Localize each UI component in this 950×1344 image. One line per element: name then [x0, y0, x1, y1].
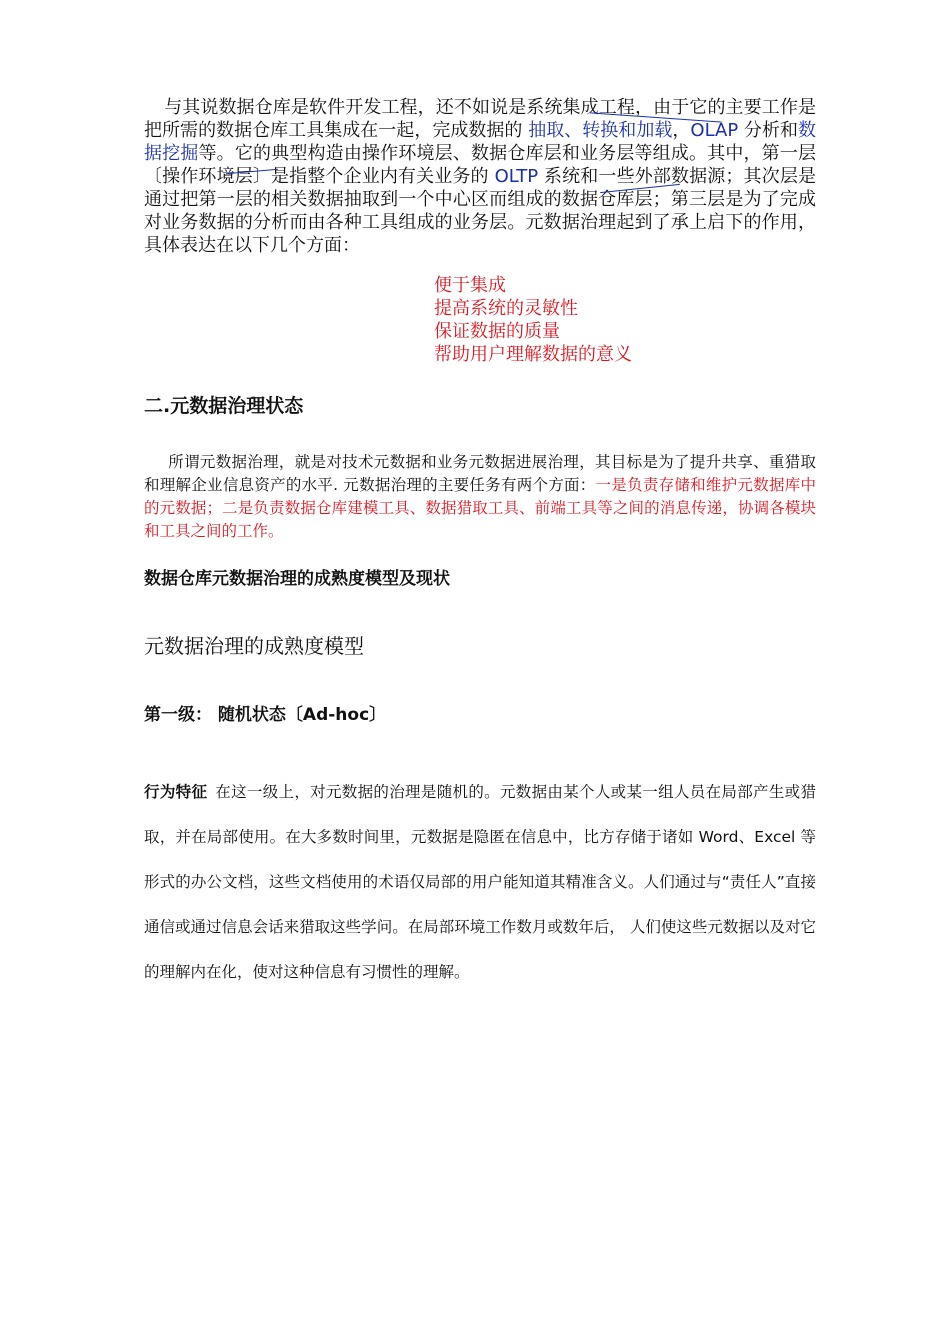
level-one-heading: 第一级： 随机状态〔Ad-hoc〕 — [144, 705, 387, 725]
olap-link[interactable]: OLAP — [690, 120, 739, 141]
list-item: 提高系统的灵敏性 — [434, 298, 578, 319]
intro-text-a: 与其说数据仓库是软件开发工程，还不如说是系统集成工程，由于它的主要工作是把所需的数据仓库工具集成在一起，完成数据的 — [144, 97, 816, 141]
etl-link[interactable]: 抽取、转换和加载 — [528, 120, 673, 141]
list-item: 保证数据的质量 — [434, 321, 560, 342]
list-item: 便于集成 — [434, 275, 506, 296]
intro-text-d: 等。它的典型构造由操作环境层、数据仓库层和业务层等组成。其中，第一层〔操作环境层〕是指整个企业内有关业务的 — [144, 143, 816, 187]
maturity-heading: 数据仓库元数据治理的成熟度模型及现状 — [144, 569, 450, 589]
behavior-label: 行为特征 — [144, 783, 208, 801]
behavior-paragraph — [144, 770, 816, 995]
list-item: 帮助用户理解数据的意义 — [434, 344, 632, 365]
benefit-list — [434, 274, 632, 366]
definition-task-one: 一是负责存储和维护元数据库中的元数据； — [144, 476, 816, 517]
intro-text-b: ， — [672, 120, 691, 141]
section-title: 二.元数据治理状态 — [144, 395, 304, 417]
intro-text-e: 系统和一些外部数据源；其次层是通过把第一层的相关数据抽取到一个中心区而组成的数据仓库层；第三层是为了完成对业务数据的分析而由各种工具组成的业务层。元数据治理起到了承上启下的作用，具体表达在以下几个方面： — [144, 166, 816, 256]
data-mining-link[interactable]: 数据挖掘 — [144, 120, 816, 164]
behavior-text: 在这一级上，对元数据的治理是随机的。元数据由某个人或某一组人员在局部产生或猎取，并在局部使用。在大多数时间里，元数据是隐匿在信息中，比方存储于诸如 Word、Excel 等形式的办公文档，这些文档使用的术语仅局部的用户能知道其精准含义。人们通过与“责任人”直接通信或通过信息会话来猎取这些学问。在局部环境工作数月或数年后， 人们使这些元数据以及对它的理解内在化，使对这种信息有习惯性的理解。 — [144, 783, 816, 981]
intro-text-c: 分析和 — [738, 120, 798, 141]
definition-task-two: 二是负责数据仓库建模工具、数据猎取工具、前端工具等之间的消息传递，协调各模块和工具之间的工作。 — [144, 499, 816, 540]
maturity-model-heading: 元数据治理的成熟度模型 — [144, 634, 364, 658]
definition-text: 所谓元数据治理，就是对技术元数据和业务元数据进展治理，其目标是为了提升共享、重猎取和理解企业信息资产的水平. 元数据治理的主要任务有两个方面： — [144, 453, 816, 494]
oltp-link[interactable]: OLTP — [494, 166, 539, 187]
definition-paragraph — [144, 451, 816, 543]
